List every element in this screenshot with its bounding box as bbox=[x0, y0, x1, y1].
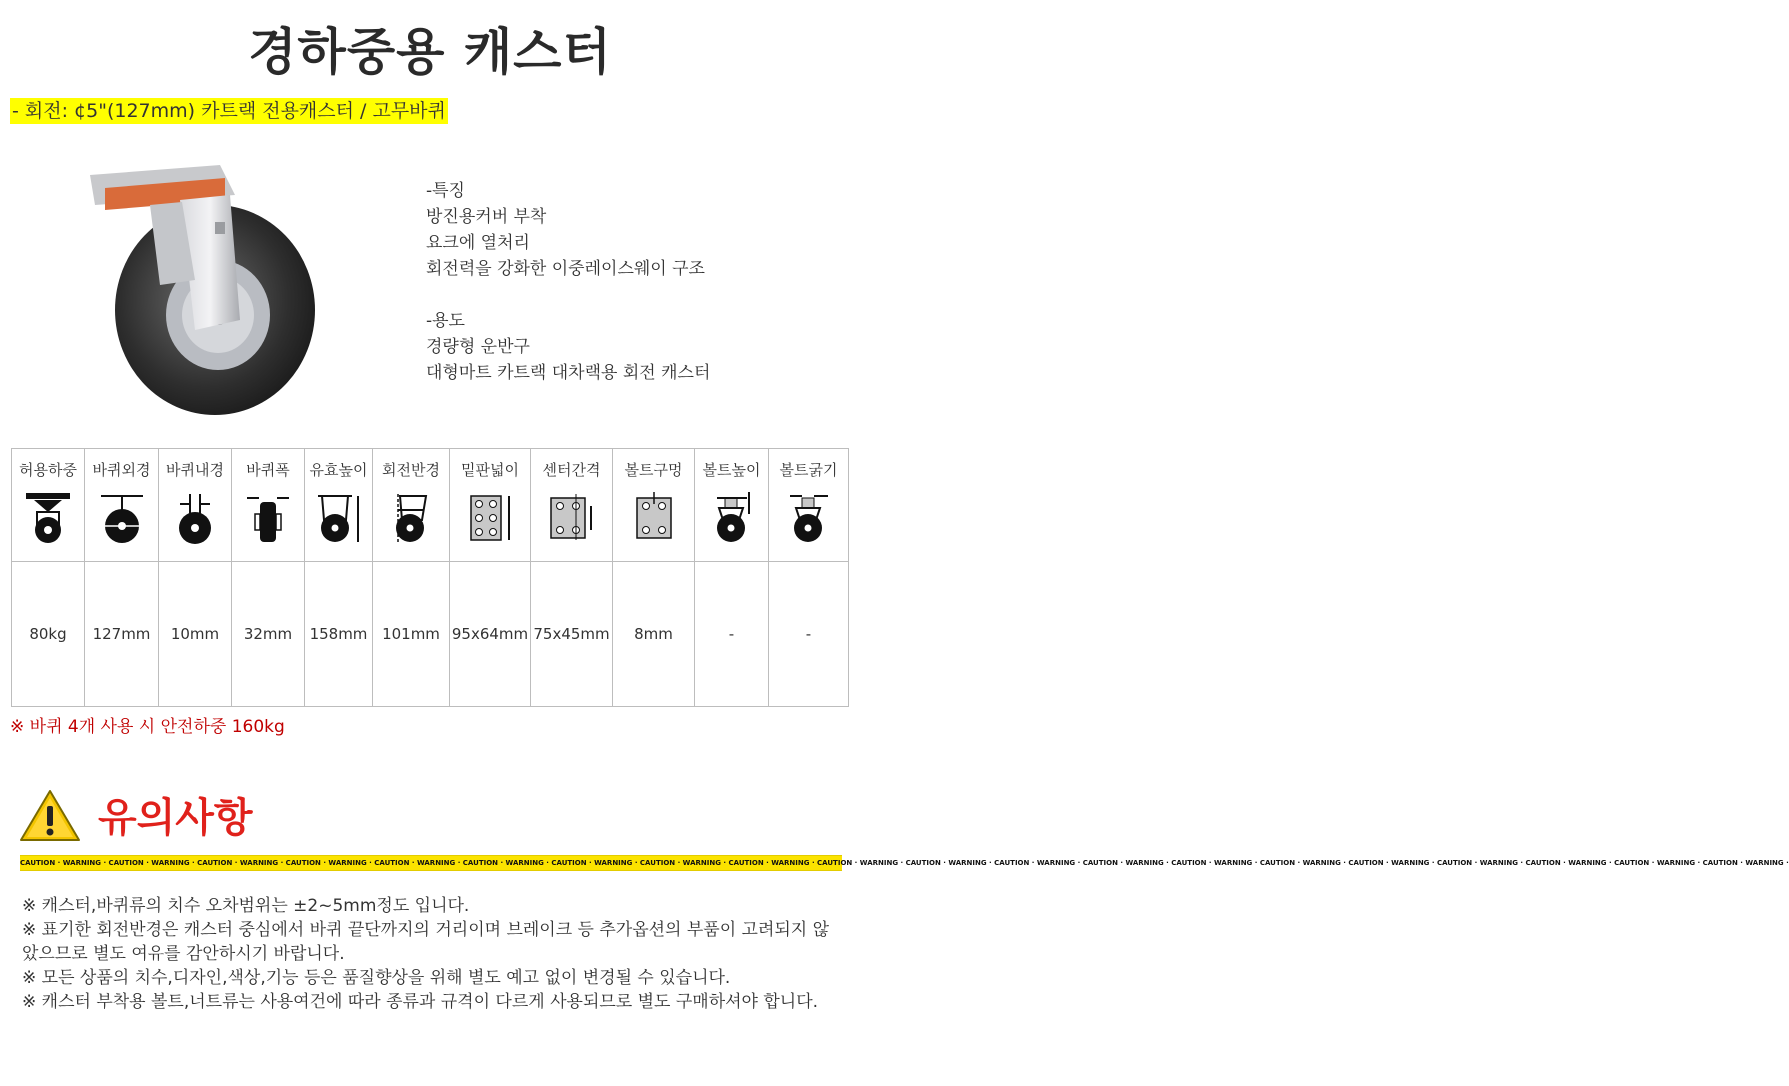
spec-header-cell bbox=[373, 449, 450, 562]
spec-header-cell bbox=[232, 449, 305, 562]
warning-icon bbox=[18, 788, 82, 844]
spec-value-row bbox=[12, 562, 849, 707]
spec-header-cell bbox=[613, 449, 695, 562]
spec-value-cell: 10mm bbox=[159, 562, 232, 707]
caution-line: ※ 캐스터 부착용 볼트,너트류는 사용여건에 따라 종류과 규격이 다르게 사용되므로 별도 구매하셔야 합니다. bbox=[22, 992, 819, 1012]
product-subtitle: - 회전: ¢5"(127mm) 카트랙 전용캐스터 / 고무바퀴 bbox=[12, 100, 446, 122]
spec-header-label: 볼트높이 bbox=[702, 461, 761, 479]
spec-value-cell: 95x64mm bbox=[450, 562, 531, 707]
caution-line: ※ 모든 상품의 치수,디자인,색상,기능 등은 품질향상을 위해 별도 예고 없이 변경될 수 있습니다. bbox=[22, 968, 731, 988]
plate-size-icon bbox=[465, 490, 515, 546]
spec-header-cell bbox=[695, 449, 769, 562]
caution-title: 유의사항 bbox=[98, 795, 253, 841]
usage-item: 경량형 운반구 bbox=[426, 337, 530, 357]
spec-header-cell bbox=[12, 449, 85, 562]
feature-item: 요크에 열처리 bbox=[426, 233, 530, 253]
usage-heading: -용도 bbox=[426, 311, 465, 331]
spec-value-cell: 8mm bbox=[613, 562, 695, 707]
spec-header-cell bbox=[159, 449, 232, 562]
spec-value-cell: 101mm bbox=[373, 562, 450, 707]
spec-header-label: 볼트굵기 bbox=[779, 461, 838, 479]
caution-line: ※ 캐스터,바퀴류의 치수 오차범위는 ±2~5mm정도 입니다. bbox=[22, 896, 470, 916]
bolt-center-icon bbox=[547, 490, 597, 546]
spec-header-label: 밑판넓이 bbox=[461, 461, 519, 479]
caution-tape-text: CAUTION · WARNING · CAUTION · WARNING · CAUTION · WARNING · CAUTION · WARNING · CAUTION · WARNING · CAUTION · WARNING · CAUTION · WARNING · CAUTION · WARNING · CAUTION · WARNING · CAUTION · WARNING · CAUTION · WARNING · CAUTION · WARNING · CAUTION · WARNING · CAUTION · WARNING · CAUTION · WARNING · CAUTION · WARNING · CAUTION · WARNING · CAUTION · WARNING · CAUTION · WARNING · CAUTION · WARNING · bbox=[20, 859, 1789, 867]
feature-item: 회전력을 강화한 이중레이스웨이 구조 bbox=[426, 259, 705, 279]
spec-header-label: 바퀴외경 bbox=[92, 461, 151, 479]
spec-header-label: 센터간격 bbox=[542, 461, 601, 479]
swivel-radius-icon bbox=[386, 490, 436, 546]
spec-header-cell bbox=[450, 449, 531, 562]
spec-table bbox=[11, 448, 849, 707]
spec-header-label: 회전반경 bbox=[382, 461, 440, 479]
spec-header-cell bbox=[305, 449, 373, 562]
spec-value-cell: 158mm bbox=[305, 562, 373, 707]
spec-header-cell bbox=[85, 449, 159, 562]
wheel-outer-diameter-icon bbox=[97, 490, 147, 546]
spec-value-cell: - bbox=[695, 562, 769, 707]
page-title: 경하중용 캐스터 bbox=[248, 23, 612, 81]
spec-header-label: 허용하중 bbox=[19, 461, 77, 479]
spec-header-label: 바퀴내경 bbox=[166, 461, 224, 479]
bolt-hole-icon bbox=[629, 490, 679, 546]
spec-header-label: 바퀴폭 bbox=[246, 461, 290, 479]
spec-header-row bbox=[12, 449, 849, 562]
bolt-height-icon bbox=[707, 490, 757, 546]
spec-header-cell bbox=[531, 449, 613, 562]
features-block bbox=[426, 178, 710, 386]
spec-value-cell: 127mm bbox=[85, 562, 159, 707]
spec-value-cell: 80kg bbox=[12, 562, 85, 707]
caution-notes bbox=[22, 894, 840, 1014]
spec-header-cell bbox=[769, 449, 849, 562]
spec-value-cell: 75x45mm bbox=[531, 562, 613, 707]
caster-photo bbox=[100, 160, 350, 420]
spec-value-cell: 32mm bbox=[232, 562, 305, 707]
effective-height-icon bbox=[314, 490, 364, 546]
caution-tape bbox=[20, 855, 1789, 871]
bolt-thickness-icon bbox=[784, 490, 834, 546]
features-heading: -특징 bbox=[426, 181, 465, 201]
spec-value-cell: - bbox=[769, 562, 849, 707]
wheel-inner-diameter-icon bbox=[170, 490, 220, 546]
caution-line: ※ 표기한 회전반경은 캐스터 중심에서 바퀴 끝단까지의 거리이며 브레이크 등 추가옵션의 부품이 고려되지 않았으므로 별도 여유를 감안하시기 바랍니다. bbox=[22, 920, 830, 964]
spec-header-label: 유효높이 bbox=[309, 461, 368, 479]
safety-load-note: ※ 바퀴 4개 사용 시 안전하중 160kg bbox=[10, 717, 285, 737]
wheel-width-icon bbox=[243, 490, 293, 546]
load-icon bbox=[23, 490, 73, 546]
feature-item: 방진용커버 부착 bbox=[426, 207, 547, 227]
usage-item: 대형마트 카트랙 대차랙용 회전 캐스터 bbox=[426, 363, 711, 383]
spec-header-label: 볼트구멍 bbox=[624, 461, 683, 479]
